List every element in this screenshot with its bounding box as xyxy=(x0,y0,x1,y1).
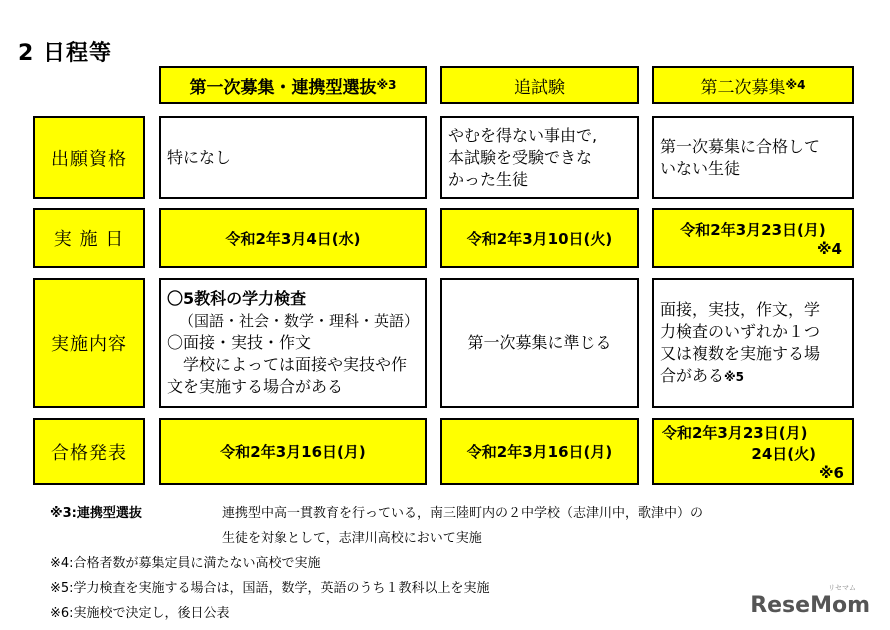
header-second-recruitment-mark: ※4 xyxy=(785,78,806,92)
date-first: 令和2年3月4日(水) xyxy=(159,208,427,268)
announcement-second xyxy=(652,418,854,485)
resemom-logo: ReseMom xyxy=(750,593,870,618)
text-line: 本試験を受験できな xyxy=(448,147,593,167)
text-line: 〇面接・実技・作文 xyxy=(167,333,312,352)
text-line: 合がある xyxy=(660,365,725,385)
text-line: やむを得ない事由で, xyxy=(448,125,598,145)
content-second-mark: ※5 xyxy=(724,369,745,384)
text-line: 文を実施する場合がある xyxy=(167,377,344,396)
header-second-recruitment-label: 第二次募集 xyxy=(700,77,786,98)
date-second-value: 令和2年3月23日(月) xyxy=(680,220,826,239)
text-line: 又は複数を実施する場 xyxy=(660,343,821,363)
row-label-qualification: 出願資格 xyxy=(33,116,145,199)
header-second-recruitment xyxy=(652,66,854,104)
announcement-second-mark: ※6 xyxy=(818,463,844,482)
text-line: 学校によっては面接や実技や作 xyxy=(183,355,408,374)
text-line: かった生徒 xyxy=(448,169,529,189)
content-makeup: 第一次募集に準じる xyxy=(440,278,639,408)
text-line: 面接，実技，作文，学 xyxy=(660,299,821,319)
date-second-mark: ※4 xyxy=(816,239,842,258)
header-first-recruitment-mark: ※3 xyxy=(376,78,397,92)
announcement-second-line2: 24日(火) xyxy=(751,444,816,463)
note-3-label: ※3:連携型選抜 xyxy=(50,506,142,521)
announcement-first: 令和2年3月16日(月) xyxy=(159,418,427,485)
note-3-line2: 生徒を対象として，志津川高校において実施 xyxy=(222,531,482,546)
date-makeup: 令和2年3月10日(火) xyxy=(440,208,639,268)
text-line: いない生徒 xyxy=(660,158,741,178)
text-line: 第一次募集に合格して xyxy=(660,136,821,156)
qualification-makeup xyxy=(440,116,639,199)
qualification-second xyxy=(652,116,854,199)
announcement-makeup: 令和2年3月16日(月) xyxy=(440,418,639,485)
row-label-content: 実施内容 xyxy=(33,278,145,408)
text-line: （国語・社会・数学・理科・英語） xyxy=(179,312,420,330)
text-line: 力検査のいずれか１つ xyxy=(660,321,821,341)
row-label-date: 実 施 日 xyxy=(33,208,145,268)
logo-tag: リセマム xyxy=(828,584,856,592)
note-5: ※5:学力検査を実施する場合は，国語，数学，英語のうち１教科以上を実施 xyxy=(50,581,490,596)
header-first-recruitment-label: 第一次募集・連携型選抜 xyxy=(189,77,377,98)
text-line: 〇5教科の学力検査 xyxy=(167,289,307,308)
content-first xyxy=(159,278,427,408)
content-second xyxy=(652,278,854,408)
note-6: ※6:実施校で決定し，後日公表 xyxy=(50,606,230,621)
row-label-announcement: 合格発表 xyxy=(33,418,145,485)
header-makeup-exam xyxy=(440,66,639,104)
announcement-second-line1: 令和2年3月23日(月) xyxy=(662,423,808,442)
date-second xyxy=(652,208,854,268)
note-3-line1: 連携型中高一貫教育を行っている，南三陸町内の２中学校（志津川中，歌津中）の xyxy=(222,506,704,521)
qualification-first: 特になし xyxy=(159,116,427,199)
header-makeup-exam-label: 追試験 xyxy=(514,77,565,98)
section-title: 2 日程等 xyxy=(18,41,112,66)
note-4: ※4:合格者数が募集定員に満たない高校で実施 xyxy=(50,556,321,571)
header-first-recruitment xyxy=(159,66,427,104)
